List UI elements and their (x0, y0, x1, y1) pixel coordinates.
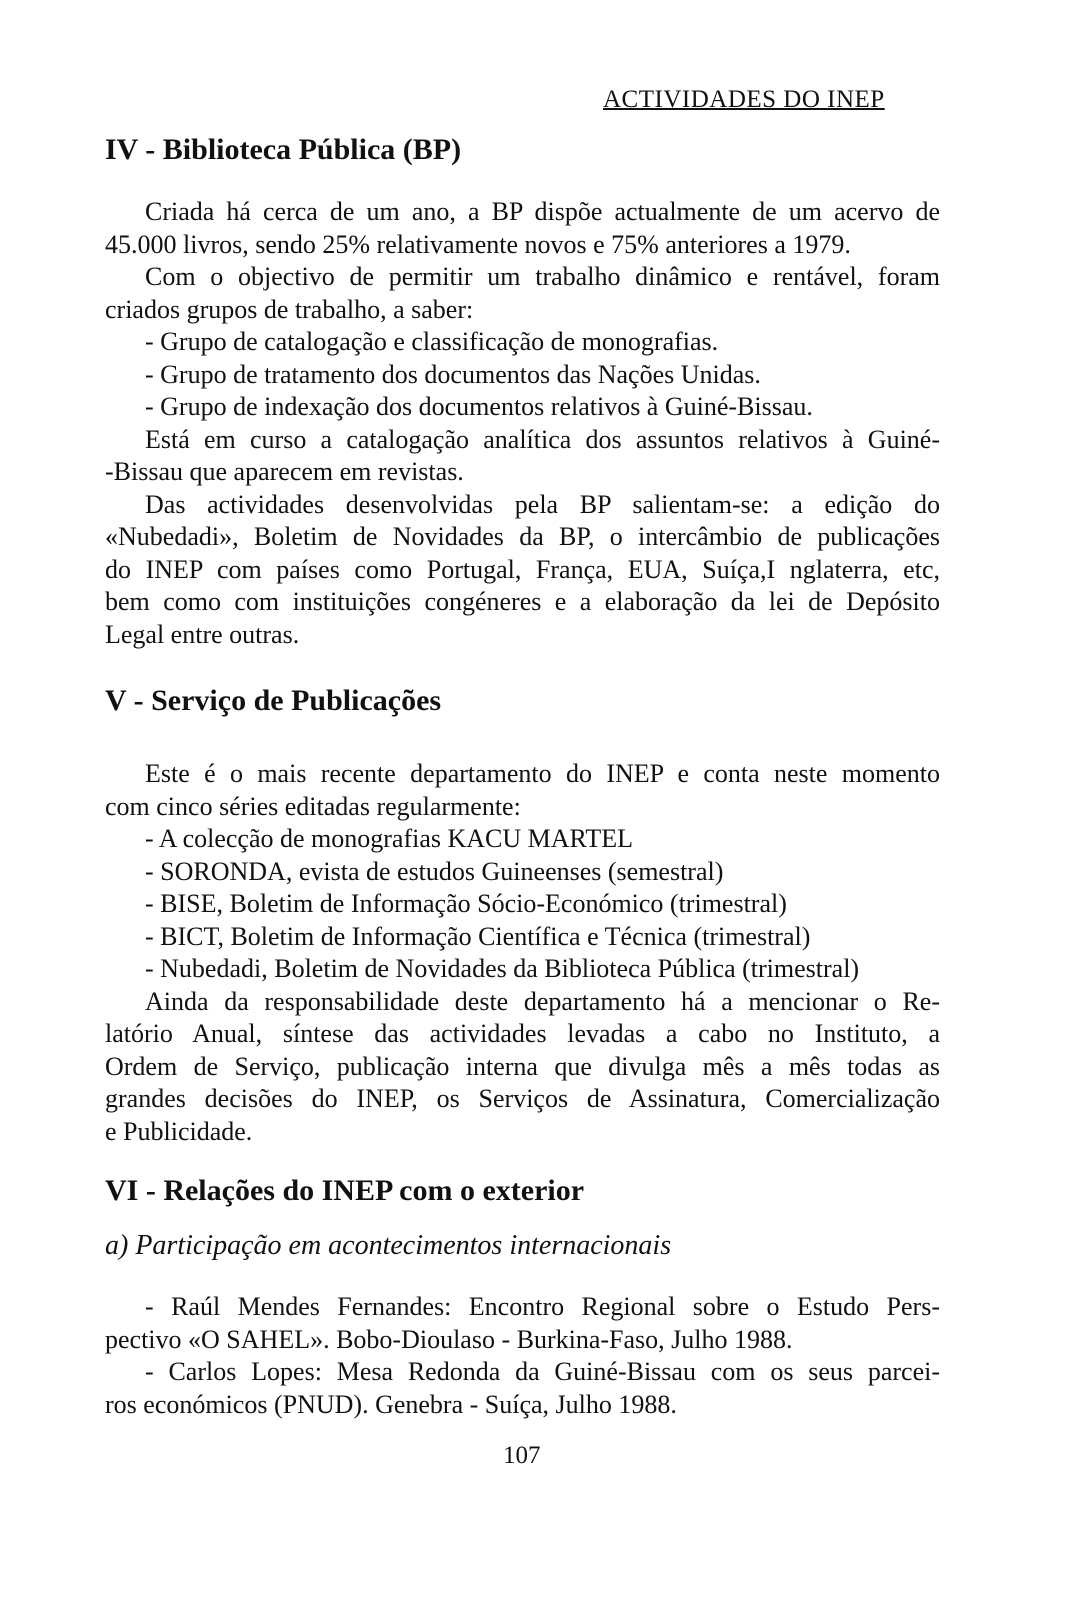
section-heading: VI - Relações do INEP com o exterior (105, 1174, 585, 1207)
paragraph-line: - Carlos Lopes: Mesa Redonda da Guiné-Bissau com os seus parcei- (145, 1357, 940, 1386)
paragraph-line: Ainda da responsabilidade deste departamento há a mencionar o Re- (145, 986, 940, 1016)
section-heading: V - Serviço de Publicações (105, 684, 442, 717)
paragraph-line: ros económicos (PNUD). Genebra - Suíça, Julho 1988. (105, 1389, 677, 1419)
paragraph-line: Com o objectivo de permitir um trabalho dinâmico e rentável, foram (145, 262, 940, 291)
paragraph-line: «Nubedadi», Boletim de Novidades da BP, o intercâmbio de publicações (105, 522, 940, 551)
paragraph-line: Este é o mais recente departamento do INEP e conta neste momento (145, 759, 940, 788)
paragraph-line: bem como com instituições congéneres e a elaboração da lei de Depósito (105, 587, 940, 616)
paragraph-line: grandes decisões do INEP, os Serviços de Assinatura, Comercialização (105, 1084, 940, 1113)
paragraph-line: Criada há cerca de um ano, a BP dispõe actualmente de um acervo de (145, 197, 940, 226)
paragraph-line: criados grupos de trabalho, a saber: (105, 294, 474, 324)
list-item: - Grupo de catalogação e classificação de monografias. (145, 327, 719, 356)
page-number: 107 (503, 1442, 541, 1469)
list-item: - Grupo de tratamento dos documentos das Nações Unidas. (145, 359, 761, 389)
subsection-heading: a) Participação em acontecimentos internacionais (105, 1230, 672, 1261)
paragraph-line: pectivo «O SAHEL». Bobo-Dioulaso - Burkina-Faso, Julho 1988. (105, 1324, 793, 1354)
section-heading: IV - Biblioteca Pública (BP) (105, 133, 462, 166)
paragraph-line: com cinco séries editadas regularmente: (105, 791, 521, 821)
list-item: - BISE, Boletim de Informação Sócio-Económico (trimestral) (145, 889, 787, 918)
paragraph-line: e Publicidade. (105, 1116, 253, 1146)
paragraph-line: latório Anual, síntese das actividades levadas a cabo no Instituto, a (105, 1019, 940, 1048)
paragraph-line: Ordem de Serviço, publicação interna que divulga mês a mês todas as (105, 1051, 940, 1081)
list-item: - A colecção de monografias KACU MARTEL (145, 824, 633, 853)
list-item: - SORONDA, evista de estudos Guineenses (semestral) (145, 856, 724, 886)
paragraph-line: - Raúl Mendes Fernandes: Encontro Regional sobre o Estudo Pers- (145, 1292, 940, 1321)
list-item: - BICT, Boletim de Informação Científica e Técnica (trimestral) (145, 921, 811, 951)
paragraph-line: Das actividades desenvolvidas pela BP salientam-se: a edição do (145, 489, 940, 519)
paragraph-line: Legal entre outras. (105, 619, 300, 649)
paragraph-line: 45.000 livros, sendo 25% relativamente novos e 75% anteriores a 1979. (105, 229, 851, 259)
paragraph-line: -Bissau que aparecem em revistas. (105, 457, 464, 486)
paragraph-line: Está em curso a catalogação analítica dos assuntos relativos à Guiné- (145, 424, 940, 454)
list-item: - Grupo de indexação dos documentos relativos à Guiné-Bissau. (145, 392, 813, 421)
paragraph-line: do INEP com países como Portugal, França, EUA, Suíça,I nglaterra, etc, (105, 554, 940, 584)
running-header: ACTIVIDADES DO INEP (603, 86, 885, 113)
list-item: - Nubedadi, Boletim de Novidades da Biblioteca Pública (trimestral) (145, 954, 860, 983)
